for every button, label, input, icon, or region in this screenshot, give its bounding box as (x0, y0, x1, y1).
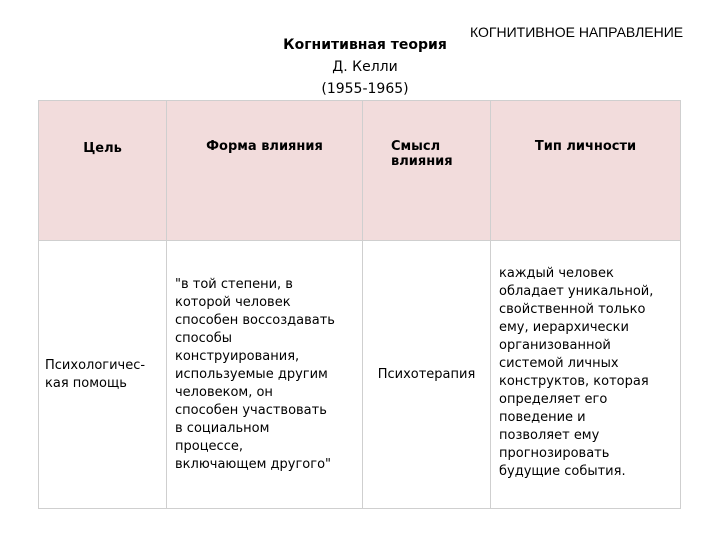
theory-author: Д. Келли (332, 59, 398, 75)
cell-influence-meaning: Психотерапия (363, 241, 491, 509)
theory-years: (1955-1965) (321, 81, 409, 97)
cell-personality-type: каждый человек обладает уникальной, свойственной только ему, иерархически организованной системой личных конструктов, которая определяет его поведение и позволяет ему прогнозировать будущие события. (491, 241, 681, 509)
theory-title: Когнитивная теория (283, 37, 447, 53)
cell-goal: Психологичес- кая помощь (39, 241, 167, 509)
header-personality-type: Тип личности (491, 101, 681, 241)
header-influence-meaning: Смысл влияния (363, 101, 491, 241)
cell-influence-form: "в той степени, в которой человек способен воссоздавать способы конструирования, используемые другим человеком, он способен участвовать в социальном процессе, включающем другого" (167, 241, 363, 509)
table-row (39, 241, 681, 509)
table-header-row (39, 101, 681, 241)
header-influence-form: Форма влияния (167, 101, 363, 241)
theory-table (38, 100, 681, 509)
section-title: КОГНИТИВНОЕ НАПРАВЛЕНИЕ (470, 24, 684, 40)
header-goal: Цель (39, 101, 167, 241)
theory-title-block (250, 34, 480, 100)
